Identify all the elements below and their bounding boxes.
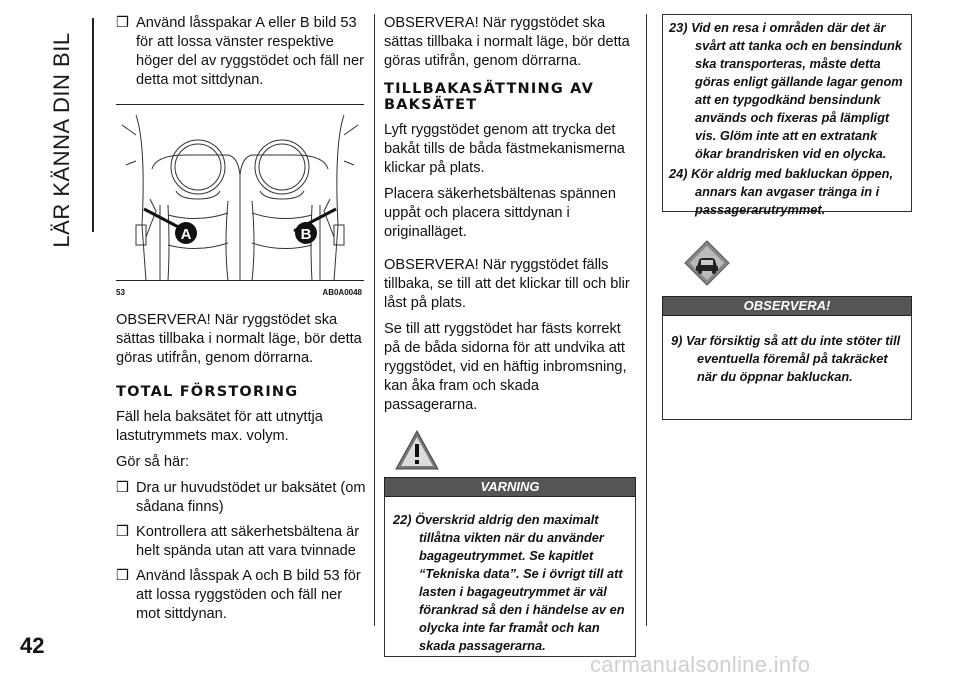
paragraph: OBSERVERA! När ryggstödet fälls tillbaka, se till att det klickar till och blir låst på plats.	[384, 257, 630, 311]
rear-seat-illustration	[116, 105, 364, 281]
section-heading: TOTAL FÖRSTORING	[116, 384, 299, 400]
warning-title-bar: VARNING	[384, 477, 636, 497]
label-a: A	[180, 226, 192, 243]
column-1	[116, 14, 366, 630]
note-title-bar: OBSERVERA!	[662, 296, 912, 316]
page-number: 42	[20, 633, 45, 658]
notes-box	[662, 14, 912, 217]
car-warning-icon	[684, 240, 730, 286]
bullet-item: ❒ Använd låsspak A och B bild 53 för att lossa ryggstöden och fäll ner mot sittdynan.	[116, 568, 361, 622]
paragraph: Gör så här:	[116, 454, 189, 470]
note-box	[662, 316, 912, 420]
column-divider-2	[646, 14, 647, 626]
bullet-item: ❒ Dra ur huvudstödet ur baksätet (om sådana finns)	[116, 480, 366, 515]
paragraph: Placera säkerhetsbältenas spännen uppåt och placera sittdynan i originalläget.	[384, 186, 617, 240]
figure-number: 53	[116, 288, 125, 297]
column-divider-1	[374, 14, 375, 626]
note-paragraph: OBSERVERA! När ryggstödet ska sättas tillbaka i normalt läge, bör detta göras utifrån, genom dörrarna.	[384, 15, 630, 69]
figure-53	[116, 104, 364, 295]
side-rule	[92, 18, 94, 232]
label-b: B	[300, 226, 312, 243]
side-title-text: LÄR KÄNNA DIN BIL	[49, 32, 74, 248]
note-paragraph: OBSERVERA! När ryggstödet ska sättas tillbaka i normalt läge, bör detta göras utifrån, genom dörrarna.	[116, 312, 362, 366]
warning-box	[384, 497, 636, 657]
section-heading: TILLBAKASÄTTNING AV BAKSÄTET	[384, 81, 595, 113]
paragraph: Fäll hela baksätet för att utnyttja lastutrymmets max. volym.	[116, 409, 323, 444]
paragraph: Se till att ryggstödet har fästs korrekt på de båda sidorna för att undvika att ryggstödet, vid en häftig inbromsning, kan åka fram och skada passagerarna.	[384, 321, 627, 413]
footer-watermark: carmanualsonline.info	[590, 652, 811, 677]
bullet-item: ❒ Använd låsspakar A eller B bild 53 för att lossa vänster respektive höger del av ryggstödet och fäll ner detta mot sittdynan.	[116, 15, 364, 88]
note-item-23: 23) Vid en resa i områden där det är svårt att tanka och en bensindunk ska transporteras, måste detta göras enligt gällande lagar genom att en typgodkänd bensindunk används och fixeras på lämpligt vis. Glöm inte att en extratank ökar brandrisken vid en olycka.	[669, 20, 903, 161]
note-item-9: 9) Var försiktig så att du inte stöter till eventuella föremål på takräcket när du öppnar bakluckan.	[671, 333, 901, 384]
column-2	[384, 14, 636, 657]
bullet-item: ❒ Kontrollera att säkerhetsbältena är helt spända utan att vara tvinnade	[116, 524, 360, 559]
figure-caption	[116, 280, 364, 295]
figure-code: AB0A0048	[322, 288, 362, 297]
warning-item: 22) Överskrid aldrig den maximalt tillåtna vikten när du använder bagageutrymmet. Se kapitlet “Tekniska data”. Se i övrigt till att lasten i bagageutrymmet är väl förankrad så den i händelse av en olycka inte far framåt och kan skada passagerarna.	[393, 512, 625, 653]
side-title	[32, 30, 92, 250]
warning-triangle-icon	[394, 429, 440, 471]
note-item-24: 24) Kör aldrig med bakluckan öppen, annars kan avgaser tränga in i passagerarutrymmet.	[669, 166, 894, 217]
column-3	[662, 14, 912, 420]
paragraph: Lyft ryggstödet genom att trycka det bakåt tills de båda fästmekanismerna klickar på plats.	[384, 122, 625, 176]
